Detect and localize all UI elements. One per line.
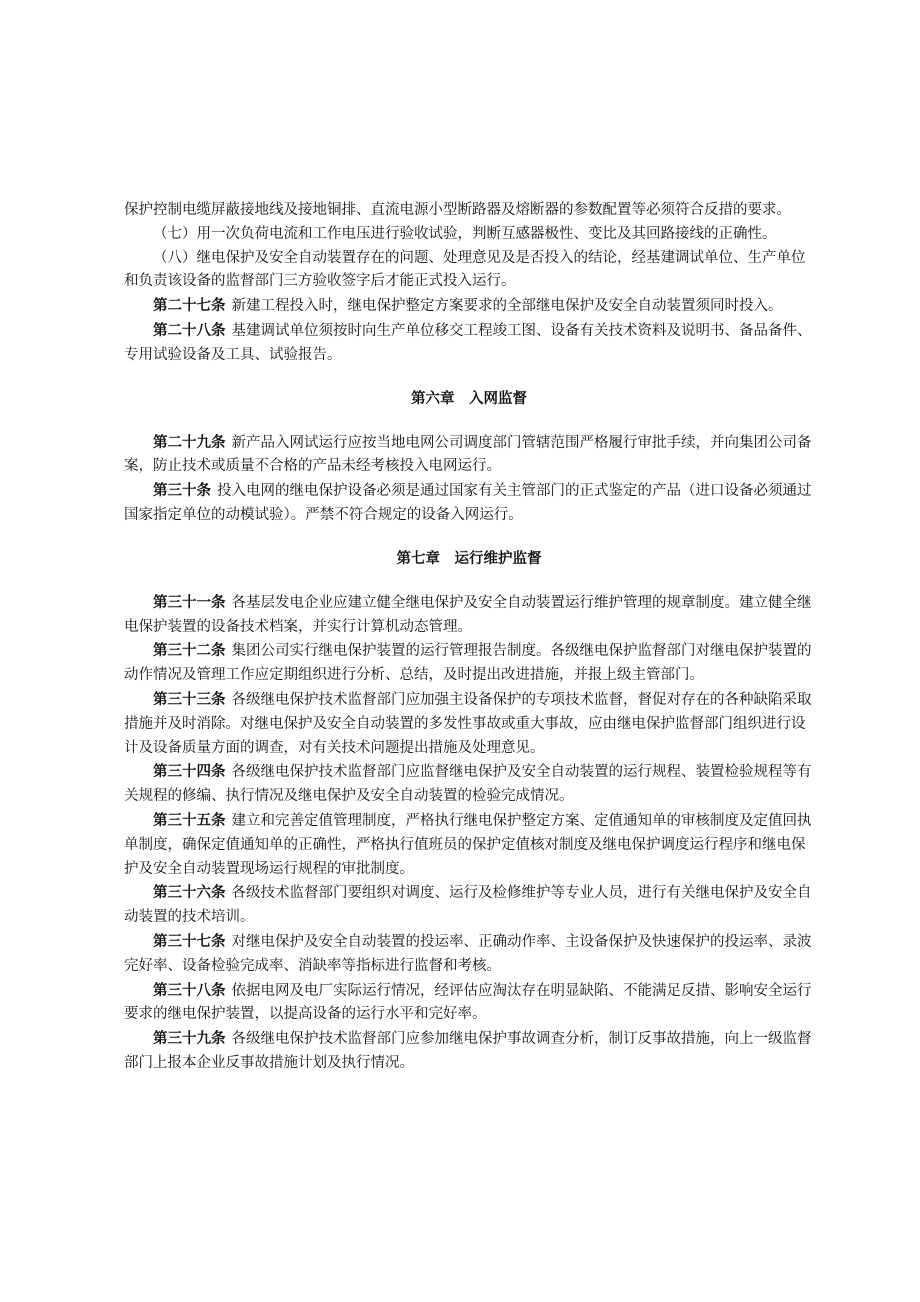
article-text: 各级继电保护技术监督部门应加强主设备保护的专项技术监督，督促对存在的各种缺陷采取措施并及时消除。对继电保护及安全自动装置的多发性事故或重大事故，应由继电保护监督部门组织进行设计及设备质量方面的调查，对有关技术问题提出措施及处理意见。 [124,691,812,756]
article-text: 对继电保护及安全自动装置的投运率、正确动作率、主设备保护及快速保护的投运率、录波完好率、设备检验完成率、消缺率等指标进行监督和考核。 [124,933,812,974]
article-title: 第三十五条 [153,811,226,829]
article-text: 各基层发电企业应建立健全继电保护及安全自动装置运行维护管理的规章制度。建立健全继电保护装置的设备技术档案，并实行计算机动态管理。 [124,594,812,635]
article-35 [124,809,814,881]
article-title: 第三十九条 [153,1030,226,1048]
article-title: 第三十一条 [153,593,226,611]
paragraph: （七）用一次负荷电流和工作电压进行验收试验，判断互感器极性、变比及其回路接线的正确性。 [153,225,777,242]
article-38 [124,979,814,1028]
article-27 [124,294,814,319]
article-text: 基建调试单位须按时向生产单位移交工程竣工图、设备有关技术资料及说明书、备品备件、专用试验设备及工具、试验报告。 [124,322,812,363]
article-28 [124,319,814,368]
article-34 [124,760,814,809]
article-30 [124,479,814,528]
article-text: 各级继电保护技术监督部门应监督继电保护及安全自动装置的运行规程、装置检验规程等有关规程的修编、执行情况及继电保护及安全自动装置的检验完成情况。 [124,764,812,805]
article-title: 第二十七条 [153,297,226,315]
article-title: 第二十八条 [153,321,226,339]
paragraph: 保护控制电缆屏蔽接地线及接地铜排、直流电源小型断路器及熔断器的参数配置等必须符合反措的要求。 [124,202,791,218]
article-31 [124,591,814,640]
article-text: 依据电网及电厂实际运行情况，经评估应淘汰存在明显缺陷、不能满足反措、影响安全运行要求的继电保护装置，以提高设备的运行水平和完好率。 [124,982,812,1023]
article-title: 第三十二条 [153,642,226,660]
article-text: 建立和完善定值管理制度，严格执行继电保护整定方案、定值通知单的审核制度及定值回执单制度，确保定值通知单的正确性，严格执行值班员的保护定值核对制度及继电保护调度运行程序和继电保护及安全自动装置现场运行规程的审批制度。 [124,812,812,877]
article-title: 第三十八条 [153,981,226,999]
article-text: 各级技术监督部门要组织对调度、运行及检修维护等专业人员，进行有关继电保护及安全自动装置的技术培训。 [124,885,812,926]
article-29 [124,431,814,480]
article-text: 新产品入网试运行应按当地电网公司调度部门管辖范围严格履行审批手续，并向集团公司备案，防止技术或质量不合格的产品未经考核投入电网运行。 [124,434,812,475]
article-title: 第三十六条 [153,884,226,902]
article-text: 集团公司实行继电保护装置的运行管理报告制度。各级继电保护监督部门对继电保护装置的动作情况及管理工作应定期组织进行分析、总结，及时提出改进措施，并报上级主管部门。 [124,643,812,684]
article-title: 第三十条 [153,482,211,500]
article-33 [124,688,814,760]
article-title: 第三十三条 [153,690,226,708]
article-text: 各级继电保护技术监督部门应参加继电保护事故调查分析，制订反事故措施，向上一级监督部门上报本企业反事故措施计划及执行情况。 [124,1031,812,1071]
article-title: 第三十四条 [153,763,226,781]
article-39 [124,1027,814,1076]
chapter-6-heading: 第六章 入网监督 [411,389,527,407]
article-text: 新建工程投入时，继电保护整定方案要求的全部继电保护及安全自动装置须同时投入。 [231,298,783,315]
article-text: 投入电网的继电保护设备必须是通过国家有关主管部门的正式鉴定的产品（进口设备必须通过国家指定单位的动模试验）。严禁不符合规定的设备入网运行。 [124,483,812,523]
document-body [124,199,814,1076]
article-36 [124,881,814,930]
chapter-7-heading: 第七章 运行维护监督 [396,549,542,567]
article-title: 第三十七条 [153,932,226,950]
article-32 [124,639,814,688]
article-37 [124,930,814,979]
article-title: 第二十九条 [153,433,226,451]
paragraph: （八）继电保护及安全自动装置存在的问题、处理意见及是否投入的结论，经基建调试单位、生产单位和负责该设备的监督部门三方验收签字后才能正式投入运行。 [124,249,806,290]
